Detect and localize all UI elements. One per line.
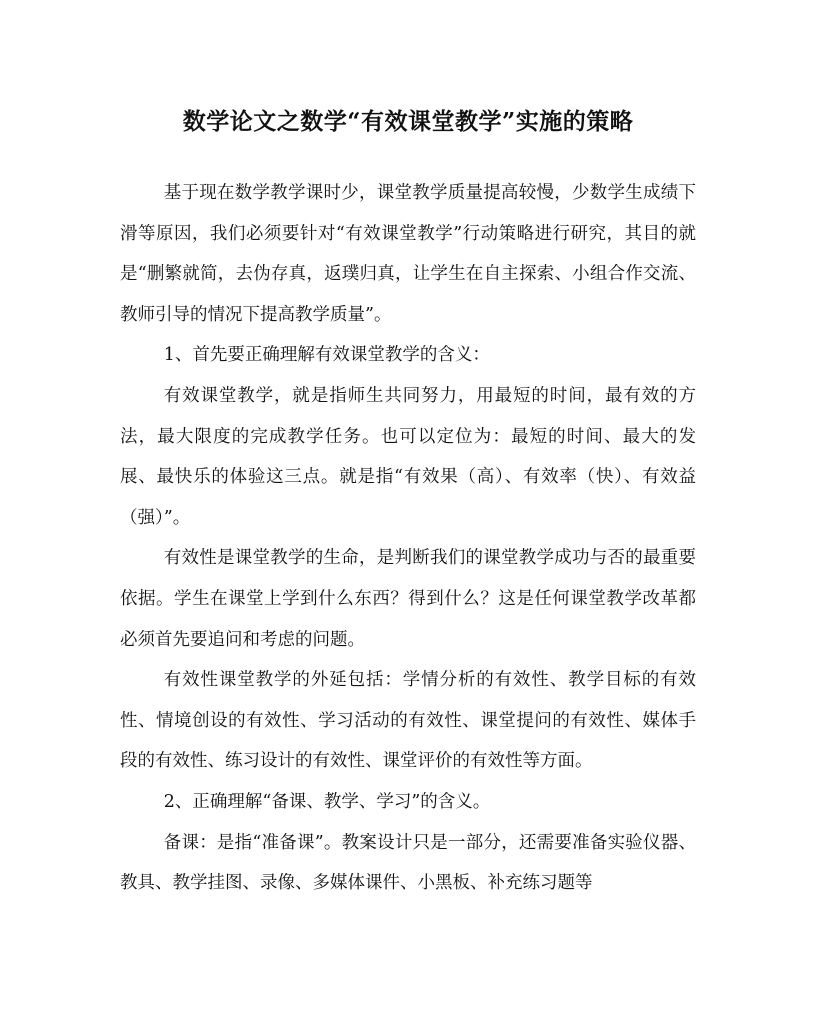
document-body xyxy=(120,173,696,904)
paragraph-scope: 有效性课堂教学的外延包括：学情分析的有效性、教学目标的有效性、情境创设的有效性、学习活动的有效性、课堂提问的有效性、媒体手段的有效性、练习设计的有效性、课堂评价的有效性等方面。 xyxy=(120,670,696,772)
document-title: 数学论文之数学“有效课堂教学”实施的策略 xyxy=(182,108,634,135)
paragraph-heading-1: 1、首先要正确理解有效课堂教学的含义： xyxy=(163,345,490,366)
paragraph-importance: 有效性是课堂教学的生命，是判断我们的课堂教学成功与否的最重要依据。学生在课堂上学到什么东西？得到什么？这是任何课堂教学改革都必须首先要追问和考虑的问题。 xyxy=(120,548,696,650)
paragraph-intro: 基于现在数学教学课时少，课堂教学质量提高较慢，少数学生成绩下滑等原因，我们必须要针对“有效课堂教学”行动策略进行研究，其目的就是“删繁就简，去伪存真，返璞归真，让学生在自主探索、小组合作交流、教师引导的情况下提高教学质量”。 xyxy=(120,183,696,325)
paragraph-definition: 有效课堂教学，就是指师生共同努力，用最短的时间，最有效的方法，最大限度的完成教学任务。也可以定位为：最短的时间、最大的发展、最快乐的体验这三点。就是指“有效果（高）、有效率（快）、有效益（强）”。 xyxy=(120,385,696,528)
paragraph-heading-2: 2、正确理解“备课、教学、学习”的含义。 xyxy=(163,791,491,812)
paragraph-lesson-prep: 备课：是指“准备课”。教案设计只是一部分，还需要准备实验仪器、教具、教学挂图、录像、多媒体课件、小黑板、补充练习题等 xyxy=(120,832,696,894)
